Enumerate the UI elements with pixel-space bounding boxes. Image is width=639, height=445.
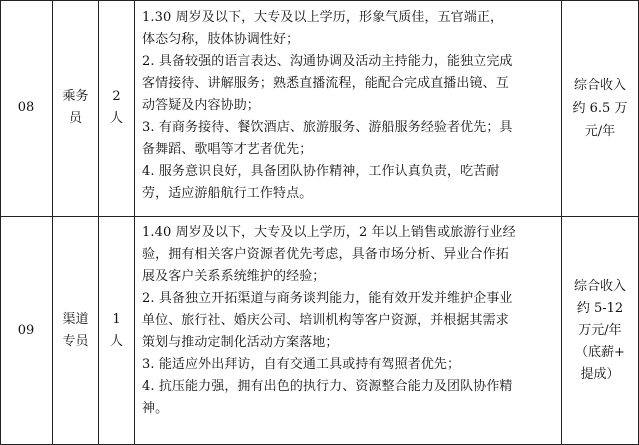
requirement-line: 劳，适应游船航行工作特点。 [142,186,313,201]
salary-line: （底薪+ [575,344,625,360]
requirement-line: 策划与推动定制化活动方案落地； [142,335,339,350]
requirement-line: 4. 抗压能力强，拥有出色的执行力、资源整合能力及团队协作精 [142,379,513,394]
table-row [0,217,52,444]
requirement-line: 1.30 周岁及以下，大专及以上学历，形象气质佳，五官端正， [142,10,504,25]
requirements-cell [142,7,558,205]
salary-line: 元/年 [584,123,616,139]
salary-line: 万元/年 [578,322,622,338]
requirement-line: 2. 具备较强的语言表达、沟通协调及活动主持能力，能独立完成 [142,54,513,69]
requirement-line: 2. 具备独立开拓渠道与商务谈判能力，能有效开发并维护企事业 [142,291,513,306]
requirement-line: 验，拥有相关客户资源者优先考虑，具备市场分析、异业合作拓 [142,247,509,262]
table-row [0,0,52,216]
headcount-line: 2 [112,89,121,104]
salary-line: 约 5-12 [576,300,624,316]
headcount-cell [99,0,134,216]
col-border-count [134,0,135,445]
job-title-line: 专员 [62,333,89,349]
requirement-line: 1.40 周岁及以下，大专及以上学历，2 年以上销售或旅游行业经 [142,225,516,240]
salary-line: 综合收入 [573,278,626,294]
requirement-line: 4. 服务意识良好，具备团队协作精神，工作认真负责，吃苦耐 [142,164,500,179]
headcount-line: 人 [109,333,123,349]
requirement-line: 3. 有商务接待、餐饮酒店、旅游服务、游船服务经验者优先；具 [142,120,513,135]
salary-cell [562,0,638,216]
requirement-line: 动答疑及内容协助； [142,98,260,113]
salary-line: 综合收入 [573,77,626,93]
salary-line: 提成） [580,366,620,382]
job-title-line: 乘务 [62,89,89,104]
requirement-line: 神。 [142,401,169,416]
requirement-line: 备舞蹈、歌唱等才艺者优先； [142,142,313,157]
headcount-line: 人 [109,111,123,126]
requirement-line: 3. 能适应外出拜访，自有交通工具或持有驾照者优先； [142,357,461,372]
row-number: 08 [17,100,35,115]
row-number: 09 [17,322,35,338]
job-title-cell [53,0,98,216]
requirement-line: 客情接待、讲解服务；熟悉直播流程，能配合完成直播出镜、互 [142,76,509,91]
requirement-line: 展及客户关系系统维护的经验； [142,269,326,284]
salary-cell [562,217,638,444]
headcount-line: 1 [112,311,121,327]
headcount-cell [99,217,134,444]
job-title-line: 员 [68,111,82,126]
requirements-cell [142,222,558,420]
requirement-line: 单位、旅行社、婚庆公司、培训机构等客户资源，并根据其需求 [142,313,509,328]
requirement-line: 体态匀称，肢体协调性好； [142,32,300,47]
job-title-line: 渠道 [62,311,89,327]
salary-line: 约 6.5 万 [572,100,628,116]
job-title-cell [53,217,98,444]
